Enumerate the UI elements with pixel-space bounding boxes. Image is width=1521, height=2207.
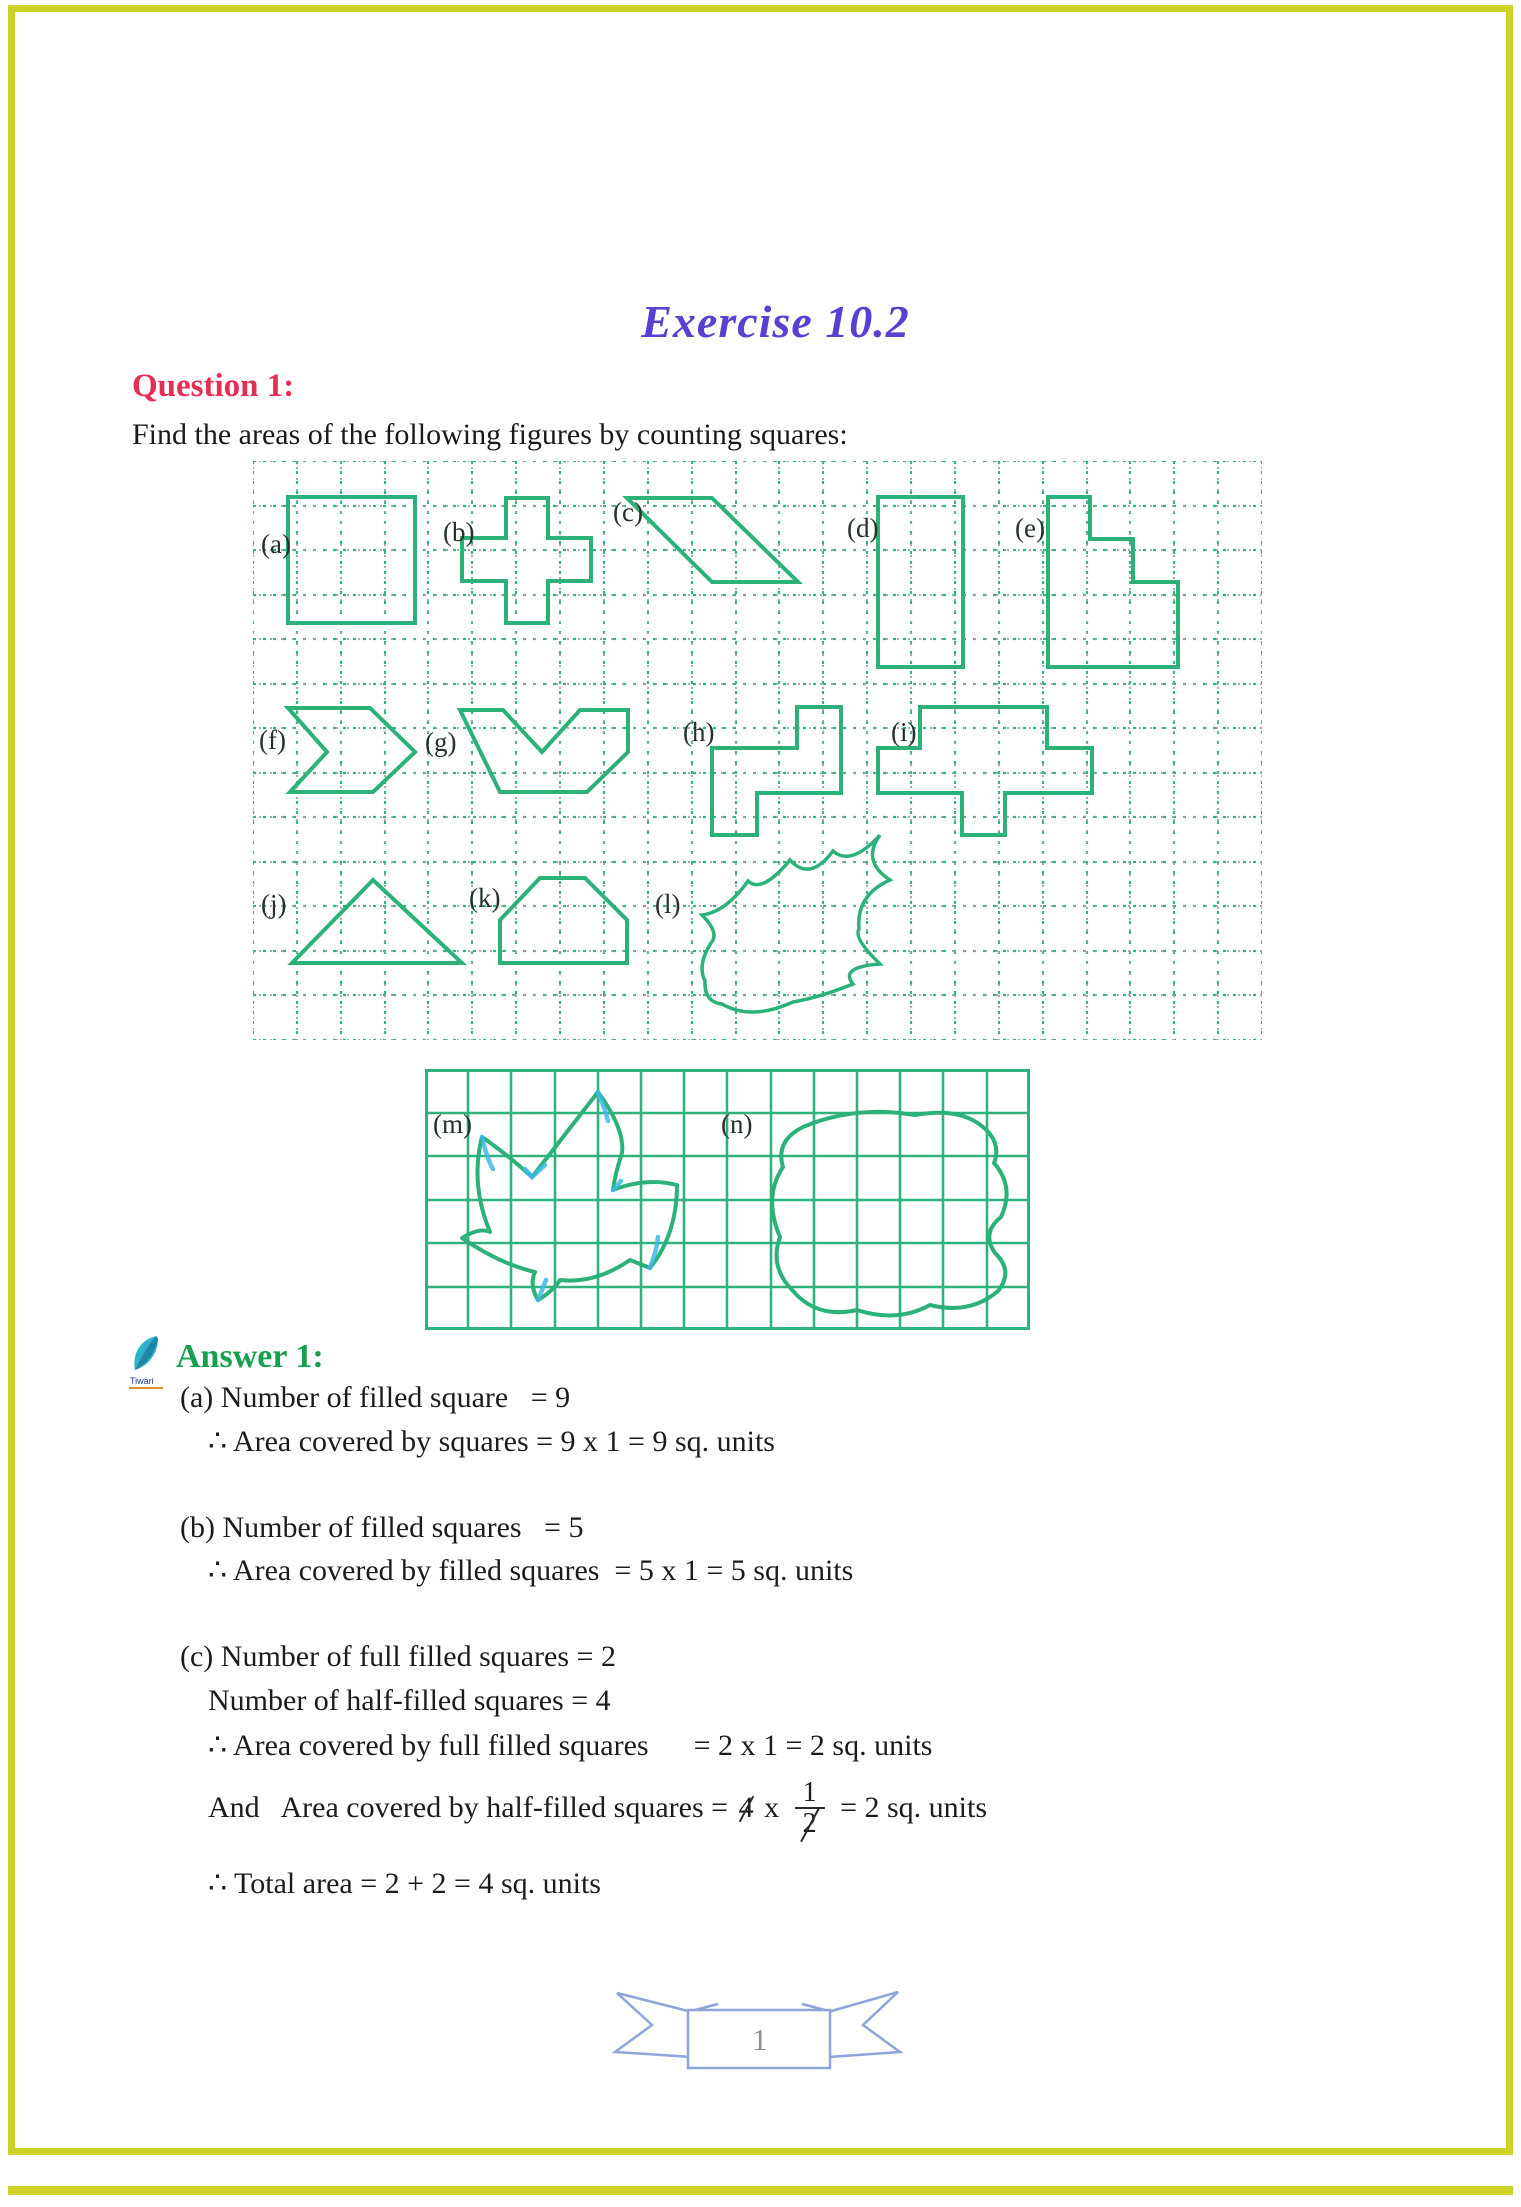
label-c: (c) xyxy=(613,497,643,527)
page-number: 1 xyxy=(752,2022,768,2057)
label-g: (g) xyxy=(425,727,457,757)
shape-f-chevron xyxy=(288,708,415,792)
grid1-dotted-lines-teal xyxy=(253,461,1262,1040)
shape-a-rectangle xyxy=(288,497,415,623)
ribbon-right-tail xyxy=(828,1992,900,2057)
page-border-bottom-line xyxy=(8,2186,1513,2195)
fraction-denominator-cancelled: 2 xyxy=(795,1809,825,1838)
label-i: (i) xyxy=(891,717,917,747)
label-b: (b) xyxy=(443,517,475,547)
counting-squares-grid-2 xyxy=(425,1069,1030,1330)
label-e: (e) xyxy=(1015,513,1045,543)
ribbon-left-tail xyxy=(615,1993,692,2057)
answer-heading: Answer 1: xyxy=(176,1338,324,1375)
shape-e-staircase xyxy=(1048,497,1178,667)
grid1-dotted-lines-gray xyxy=(253,461,1262,1040)
fraction-numerator: 1 xyxy=(795,1778,825,1809)
label-d: (d) xyxy=(847,513,879,543)
answer-c-head: (c) Number of full filled squares = 2 xyxy=(180,1640,616,1673)
shape-m-leaf-blue-accents xyxy=(482,1092,658,1300)
answer-c-line1: Number of half-filled squares = 4 xyxy=(208,1684,611,1717)
question-label: Question 1: xyxy=(132,368,295,404)
answer-a-line: ∴ Area covered by squares = 9 x 1 = 9 sq. units xyxy=(208,1425,775,1458)
label-m: (m) xyxy=(433,1109,472,1139)
label-k: (k) xyxy=(469,883,501,913)
label-n: (n) xyxy=(721,1109,753,1139)
tiwari-academy-logo-icon xyxy=(126,1334,174,1392)
answer-a-head: (a) Number of filled square = 9 xyxy=(180,1381,571,1414)
label-a: (a) xyxy=(261,529,291,559)
shape-b-cross xyxy=(462,498,591,623)
counting-squares-grid-1 xyxy=(253,461,1262,1040)
answer-c-line2: ∴ Area covered by full filled squares = 2 x 1 = 2 sq. units xyxy=(208,1729,933,1762)
shape-d-rectangle xyxy=(878,497,963,667)
shape-n-blob xyxy=(772,1112,1006,1316)
shape-h-zigzag xyxy=(712,707,841,835)
question-prompt: Find the areas of the following figures by counting squares: xyxy=(132,418,848,451)
cancelled-four: 4 xyxy=(736,1791,757,1825)
label-h: (h) xyxy=(683,717,715,747)
answer-b-line: ∴ Area covered by filled squares = 5 x 1 = 5 sq. units xyxy=(208,1554,854,1587)
page-title: Exercise 10.2 xyxy=(641,296,910,347)
logo-text: Tiwari xyxy=(130,1376,154,1386)
label-l: (l) xyxy=(655,889,681,919)
answer-b-head: (b) Number of filled squares = 5 xyxy=(180,1511,584,1544)
fraction-line-post: = 2 sq. units xyxy=(832,1791,988,1824)
shape-g-notched xyxy=(460,710,628,792)
one-half-fraction xyxy=(795,1778,825,1839)
shape-m-leaf xyxy=(462,1092,677,1300)
answer-c-fraction-line xyxy=(208,1770,987,1846)
shape-c-parallelogram xyxy=(627,498,798,582)
label-f: (f) xyxy=(259,725,286,755)
label-j: (j) xyxy=(261,889,287,919)
page-number-ribbon xyxy=(600,1982,920,2082)
answer-c-total: ∴ Total area = 2 + 2 = 4 sq. units xyxy=(208,1867,601,1900)
fraction-line-pre: And Area covered by half-filled squares = xyxy=(208,1791,736,1824)
times-sign: x xyxy=(756,1791,787,1824)
